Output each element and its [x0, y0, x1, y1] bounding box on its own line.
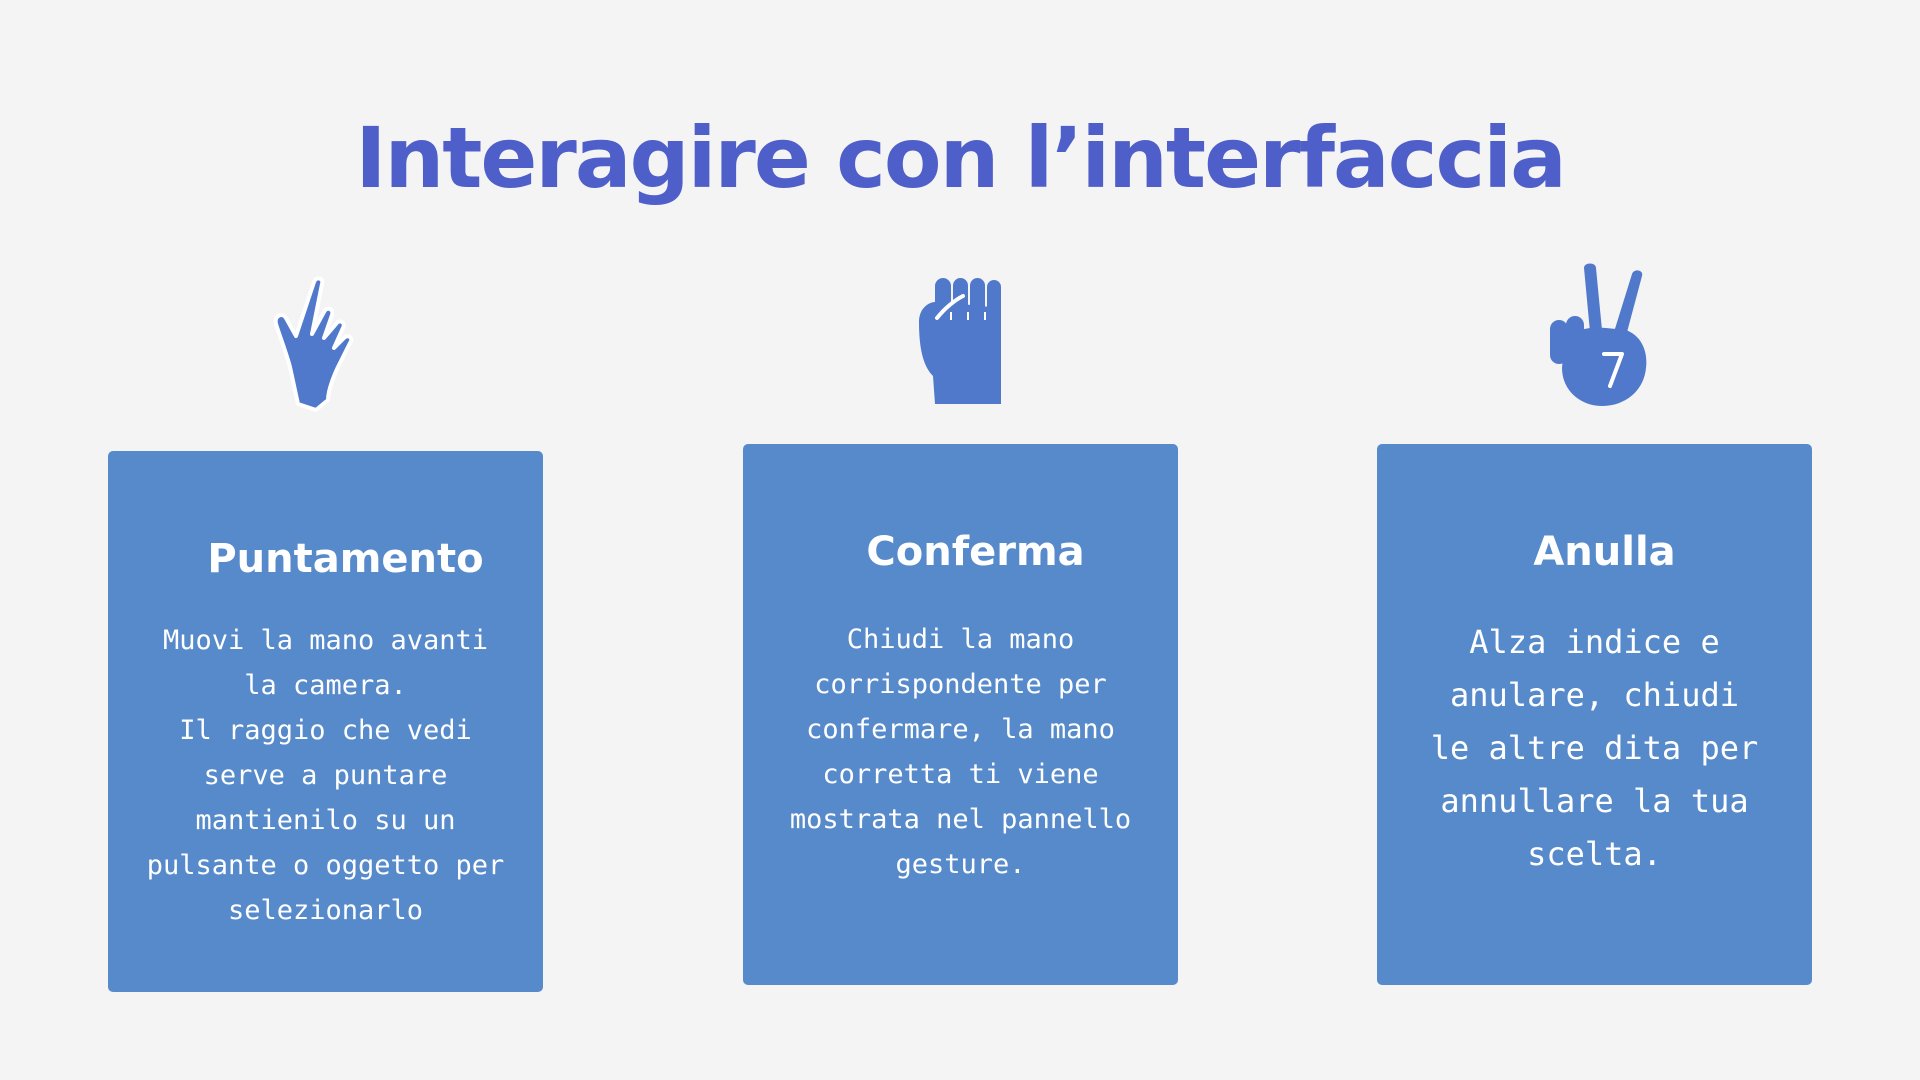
card-text: Muovi la mano avanti la camera. Il raggio che vedi serve a puntare mantienilo su un pulsante o oggetto per selezionarlo	[146, 625, 505, 926]
card-title: Puntamento	[207, 536, 484, 582]
page-title: Interagire con l’interfaccia	[355, 109, 1565, 207]
raised-fist-icon	[915, 278, 1005, 406]
card-title: Conferma	[866, 529, 1085, 575]
card-anulla	[1377, 444, 1812, 985]
card-text: Alza indice e anulare, chiudi le altre dita per annullare la tua scelta.	[1430, 623, 1759, 873]
card-text: Chiudi la mano corrispondente per confermare, la mano corretta ti viene mostrata nel pannello gesture.	[789, 624, 1132, 880]
card-puntamento	[108, 451, 543, 992]
card-conferma	[743, 444, 1178, 985]
pointing-hand-icon	[270, 272, 370, 420]
card-title: Anulla	[1533, 529, 1676, 575]
victory-hand-icon	[1546, 262, 1650, 406]
